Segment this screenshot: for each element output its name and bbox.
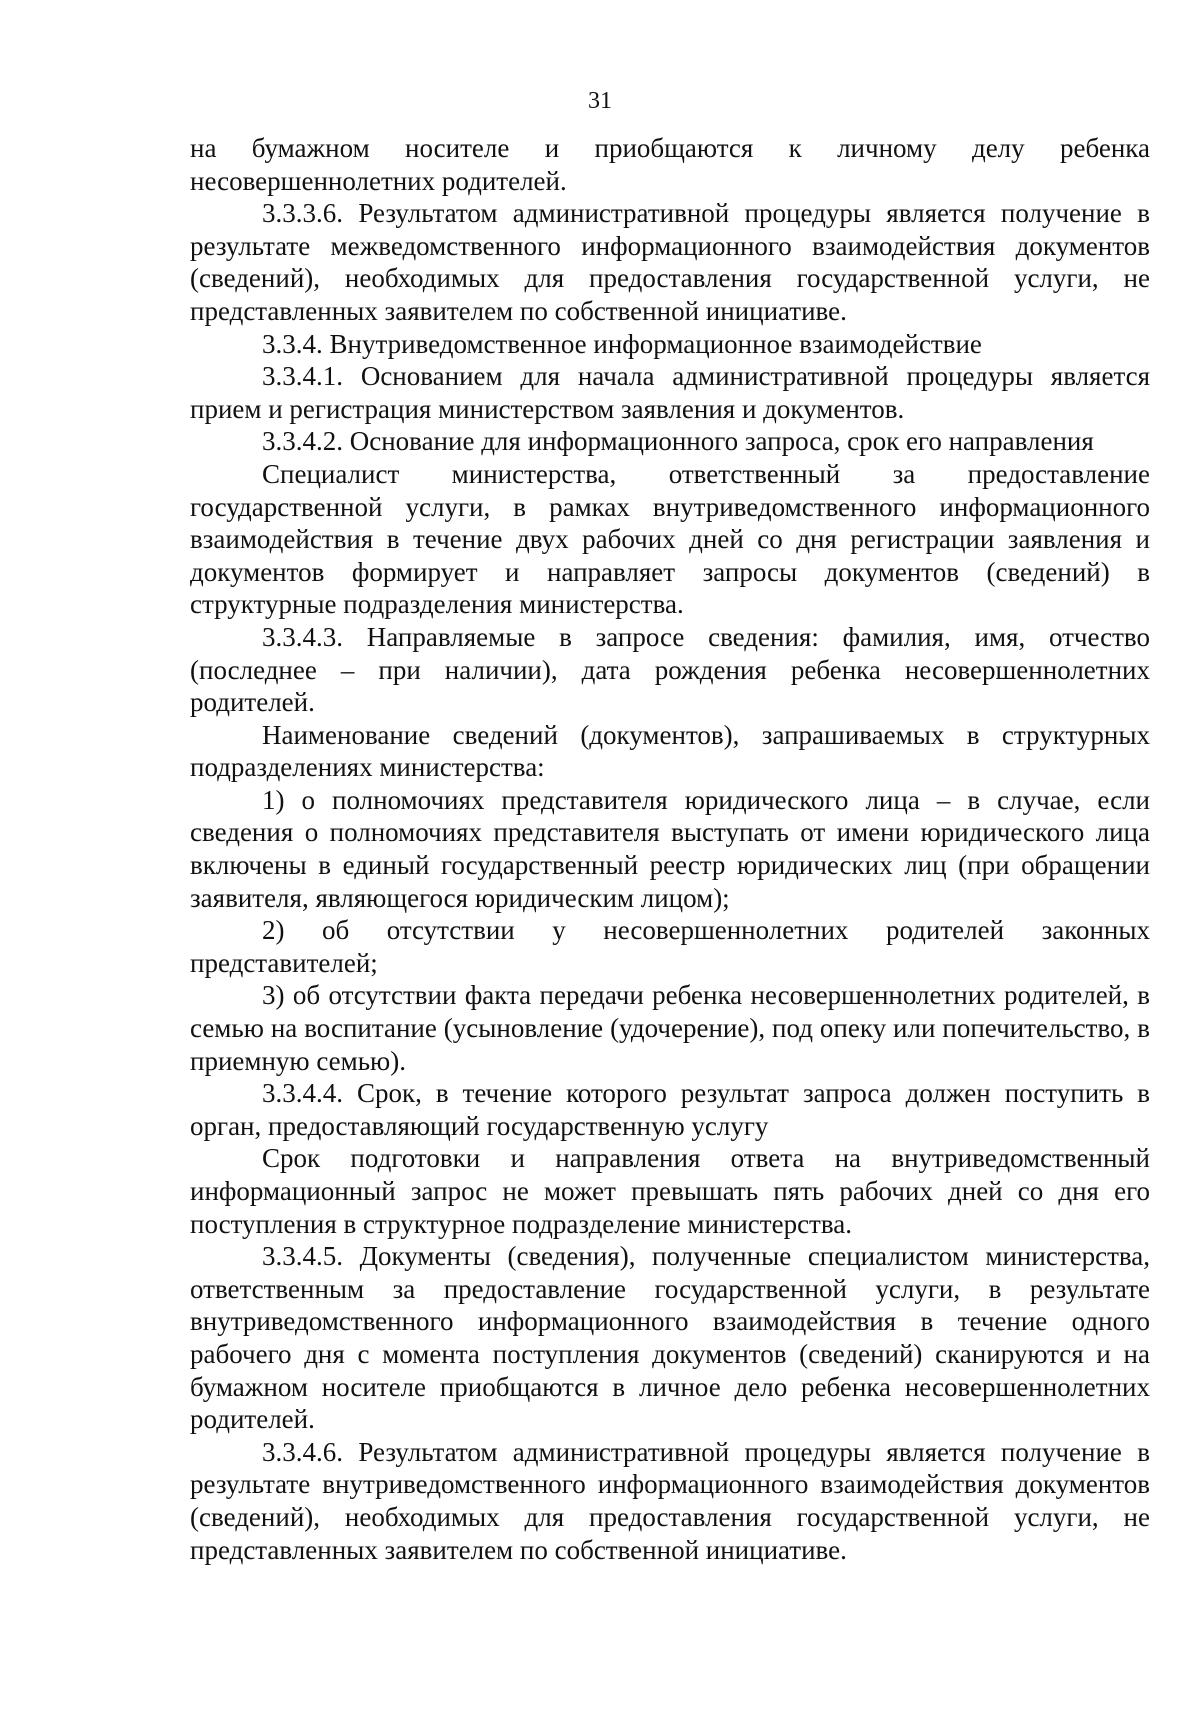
page-number: 31 [588, 88, 612, 114]
list-item-3: 3) об отсутствии факта передачи ребенка несовершеннолетних родителей, в семью на воспитание (усыновление (удочерение), под опеку или попечительство, в приемную семью). [190, 980, 1150, 1076]
paragraph-3-3-3-6: 3.3.3.6. Результатом административной процедуры является получение в результате межведомственного информационного взаимодействия документов (сведений), необходимых для предоставления государственной услуги, не представленных заявителем по собственной инициативе. [190, 198, 1150, 326]
paragraph-3-3-4-1: 3.3.4.1. Основанием для начала административной процедуры является прием и регистрация министерством заявления и документов. [190, 361, 1150, 424]
paragraph-3-3-4-4: 3.3.4.4. Срок, в течение которого результат запроса должен поступить в орган, предоставляющий государственную услугу [190, 1078, 1150, 1141]
paragraph-response-term: Срок подготовки и направления ответа на внутриведомственный информационный запрос не может превышать пять рабочих дней со дня его поступления в структурное подразделение министерства. [190, 1143, 1150, 1239]
section-heading-3-3-4: 3.3.4. Внутриведомственное информационное взаимодействие [262, 328, 982, 359]
paragraph-3-3-4-5: 3.3.4.5. Документы (сведения), полученные специалистом министерства, ответственным за предоставление государственной услуги, в результате внутриведомственного информационного взаимодействия в течение одного рабочего дня с момента поступления документов (сведений) сканируются и на бумажном носителе приобщаются в личное дело ребенка несовершеннолетних родителей. [190, 1241, 1150, 1435]
list-item-1: 1) о полномочиях представителя юридического лица – в случае, если сведения о полномочиях представителя выступать от имени юридического лица включены в единый государственный реестр юридических лиц (при обращении заявителя, являющегося юридическим лицом); [190, 784, 1150, 913]
paragraph-continuation: на бумажном носителе и приобщаются к личному делу ребенка несовершеннолетних родителей. [190, 133, 1150, 196]
list-item-2: 2) об отсутствии у несовершеннолетних родителей законных представителей; [190, 915, 1150, 978]
paragraph-3-3-4-6: 3.3.4.6. Результатом административной процедуры является получение в результате внутриведомственного информационного взаимодействия документов (сведений), необходимых для предоставления государственной услуги, не представленных заявителем по собственной инициативе. [190, 1436, 1150, 1565]
paragraph-3-3-4-2: 3.3.4.2. Основание для информационного запроса, срок его направления [262, 426, 1094, 457]
document-body [190, 132, 1150, 1566]
paragraph-specialist: Специалист министерства, ответственный за предоставление государственной услуги, в рамках внутриведомственного информационного взаимодействия в течение двух рабочих дней со дня регистрации заявления и документов формирует и направляет запросы документов (сведений) в структурные подразделения министерства. [190, 458, 1150, 620]
paragraph-information-names: Наименование сведений (документов), запрашиваемых в структурных подразделениях министерства: [190, 719, 1150, 783]
paragraph-3-3-4-3: 3.3.4.3. Направляемые в запросе сведения: фамилия, имя, отчество (последнее – при наличии), дата рождения ребенка несовершеннолетних родителей. [190, 621, 1150, 718]
